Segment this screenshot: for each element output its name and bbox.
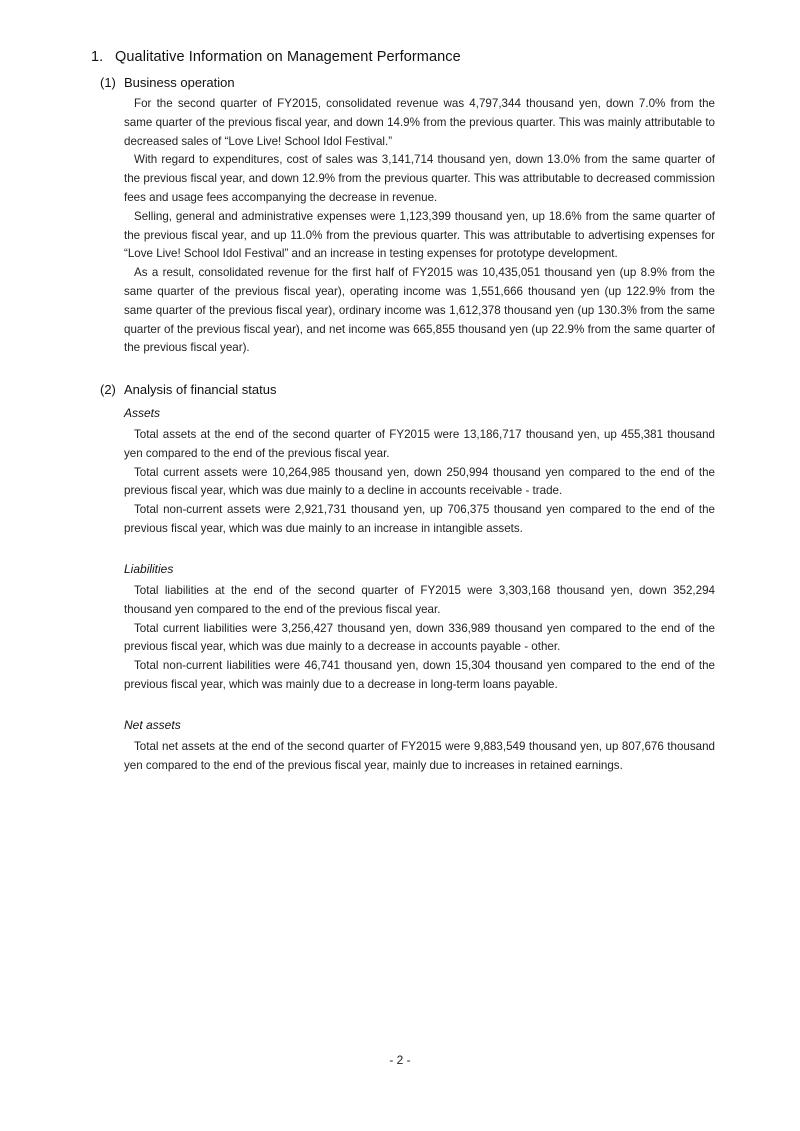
net-assets-body <box>124 738 715 776</box>
net-assets-heading: Net assets <box>124 718 181 732</box>
paragraph: With regard to expenditures, cost of sales was 3,141,714 thousand yen, down 13.0% from the same quarter of the previous fiscal year, and down 12.9% from the previous quarter. This was attributable to decreased commission fees and usage fees accompanying the decrease in revenue. <box>124 153 715 204</box>
assets-heading: Assets <box>124 406 161 420</box>
paragraph: Total non-current assets were 2,921,731 thousand yen, up 706,375 thousand yen compared to the end of the previous fiscal year, which was due mainly to an increase in intangible assets. <box>124 503 715 535</box>
section-heading <box>91 49 461 65</box>
section-number: 1. <box>91 49 104 65</box>
paragraph: As a result, consolidated revenue for the first half of FY2015 was 10,435,051 thousand yen (up 8.9% from the same quarter of the previous fiscal year), operating income was 1,551,666 thousand yen (up 122.9% from the same quarter of the previous fiscal year), ordinary income was 1,612,378 thousand yen (up 130.3% from the same quarter of the previous fiscal year), and net income was 665,855 thousand yen (up 22.9% from the same quarter of the previous fiscal year). <box>124 266 715 355</box>
paragraph: Selling, general and administrative expenses were 1,123,399 thousand yen, up 18.6% from the same quarter of the previous fiscal year, and up 11.0% from the previous quarter. This was attributable to advertising expenses for “Love Live! School Idol Festival” and an increase in testing expenses for prototype development. <box>124 209 715 261</box>
subsection-title: Business operation <box>124 75 235 90</box>
business-operation-body <box>124 95 715 358</box>
assets-body <box>124 426 715 539</box>
subsection-heading-business-operation <box>100 75 235 90</box>
liabilities-body <box>124 582 715 695</box>
paragraph: Total current assets were 10,264,985 thousand yen, down 250,994 thousand yen compared to the end of the previous fiscal year, which was due mainly to a decline in accounts receivable - trade. <box>124 465 715 498</box>
page-number: - 2 - <box>389 1053 411 1067</box>
paragraph: Total assets at the end of the second quarter of FY2015 were 13,186,717 thousand yen, up 455,381 thousand yen compared to the end of the previous fiscal year. <box>124 428 715 460</box>
subsection-title: Analysis of financial status <box>124 382 277 397</box>
paragraph: For the second quarter of FY2015, consolidated revenue was 4,797,344 thousand yen, down 7.0% from the same quarter of the previous fiscal year, and down 14.9% from the previous quarter. This was mainly attributable to decreased sales of “Love Live! School Idol Festival.” <box>124 97 715 148</box>
subsection-number: (1) <box>100 75 116 90</box>
paragraph: Total current liabilities were 3,256,427 thousand yen, down 336,989 thousand yen compared to the end of the previous fiscal year, which was due mainly to a decrease in accounts payable - other. <box>124 621 715 654</box>
paragraph: Total net assets at the end of the second quarter of FY2015 were 9,883,549 thousand yen, up 807,676 thousand yen compared to the end of the previous fiscal year, mainly due to increases in retained earnings. <box>124 740 715 772</box>
section-title: Qualitative Information on Management Performance <box>115 49 461 65</box>
paragraph: Total non-current liabilities were 46,741 thousand yen, down 15,304 thousand yen compared to the end of the previous fiscal year, which was mainly due to a decrease in long-term loans payable. <box>124 659 715 691</box>
paragraph: Total liabilities at the end of the second quarter of FY2015 were 3,303,168 thousand yen, down 352,294 thousand yen compared to the end of the previous fiscal year. <box>124 584 715 616</box>
liabilities-heading: Liabilities <box>124 562 174 576</box>
subsection-number: (2) <box>100 382 116 397</box>
subsection-heading-financial-status <box>100 382 276 397</box>
